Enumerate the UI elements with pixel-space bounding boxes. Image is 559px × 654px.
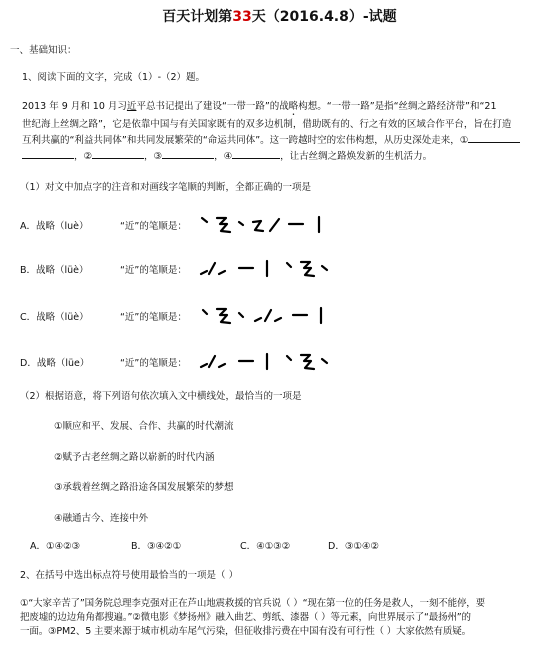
fill-blank-1-cont[interactable] — [22, 148, 74, 159]
passage-line-4 — [22, 148, 552, 164]
dotted-char: 略 — [288, 101, 299, 112]
answer-option-c[interactable]: C．④①③② — [240, 541, 291, 552]
sub-question-1: （1）对文中加点字的注音和对画线字笔顺的判断，全都正确的一项是 — [20, 182, 312, 193]
option-c-label[interactable]: C．战略（lüè） — [20, 312, 89, 323]
fill-blank-4[interactable] — [232, 148, 280, 159]
option-a-label[interactable]: A．战略（luè） — [20, 221, 89, 232]
list-item: ②赋予古老丝绸之路以崭新的时代内涵 — [54, 452, 215, 463]
passage-text: 构想。“一带一路”是指“丝绸之路经济带”和“21 — [298, 101, 497, 112]
passage-text: ，让古丝绸之路焕发新的生机活力。 — [280, 151, 433, 162]
title-prefix: 百天计划第 — [162, 9, 233, 25]
passage-text: ，④ — [214, 151, 233, 162]
passage-text: ，② — [74, 151, 93, 162]
list-item: ①顺应和平、发展、合作、共赢的时代潮流 — [54, 421, 234, 432]
option-d-label[interactable]: D．战略（lüe） — [20, 358, 90, 369]
fill-blank-3[interactable] — [162, 148, 214, 159]
section-heading: 一、基础知识： — [10, 45, 77, 56]
option-b-label[interactable]: B．战略（lüè） — [20, 265, 89, 276]
answer-option-d[interactable]: D．③①④② — [328, 541, 379, 552]
page-title — [0, 6, 559, 26]
passage-line-3 — [22, 132, 552, 148]
list-item: ③承载着丝绸之路沿途各国发展繁荣的梦想 — [54, 482, 234, 493]
underlined-char: 近 — [126, 101, 137, 112]
option-d-stroke-order — [197, 349, 347, 371]
question-2-line-2: 把废墟的边边角角都搜遍。”②微电影《梦扬州》融入曲艺、剪纸、漆器（ ）等元素，向世界展示了“最扬州”的 — [20, 612, 471, 623]
passage-text: 2013 年 9 月和 10 月习 — [22, 101, 127, 112]
option-b-stroke-order — [197, 256, 347, 278]
option-c-stroke-order — [197, 303, 347, 325]
question-2-line-3: 一面。③PM2、5 主要来源于城市机动车尾气污染，但征收排污费在中国有没有可行性（ ）大家依然有质疑。 — [20, 626, 471, 637]
passage-text: ，③ — [144, 151, 163, 162]
passage-line-1 — [22, 100, 552, 118]
passage-text: 平总书记提出了建设“一带一路”的战 — [136, 101, 289, 112]
question-2-line-1: ①“大家辛苦了”国务院总理李克强对正在芦山地震救援的官兵说（ ）“现在第一位的任务是救人，一刻不能停，要 — [20, 598, 486, 609]
answer-option-b[interactable]: B．③④②① — [131, 541, 182, 552]
question-1-stem: 1、阅读下面的文字，完成（1）-（2）题。 — [22, 72, 206, 83]
answer-option-a[interactable]: A．①④②③ — [30, 541, 81, 552]
fill-blank-1[interactable] — [468, 132, 520, 143]
option-b-stroke-label: “近”的笔顺是： — [120, 265, 187, 276]
passage — [22, 100, 552, 164]
list-item: ④融通古今、连接中外 — [54, 513, 149, 524]
passage-line-2: 世纪海上丝绸之路”，它是依靠中国与有关国家既有的双多边机制，借助既有的、行之有效的区域合作平台，旨在打造 — [22, 119, 512, 130]
sub-question-2: （2）根据语意，将下列语句依次填入文中横线处，最恰当的一项是 — [20, 391, 302, 402]
question-2-stem: 2、在括号中选出标点符号使用最恰当的一项是（ ） — [20, 570, 239, 581]
fill-blank-2[interactable] — [92, 148, 144, 159]
option-a-stroke-order — [197, 212, 347, 234]
title-suffix: 天（2016.4.8）-试题 — [251, 9, 397, 25]
option-d-stroke-label: “近”的笔顺是： — [120, 358, 187, 369]
title-day-number: 33 — [232, 9, 252, 25]
passage-text: 互利共赢的“利益共同体”和共同发展繁荣的“命运共同体”。这一跨越时空的宏伟构想，从历史深处走来，① — [22, 135, 469, 146]
option-c-stroke-label: “近”的笔顺是： — [120, 312, 187, 323]
option-a-stroke-label: “近”的笔顺是： — [120, 221, 187, 232]
question-2-body — [20, 597, 555, 639]
